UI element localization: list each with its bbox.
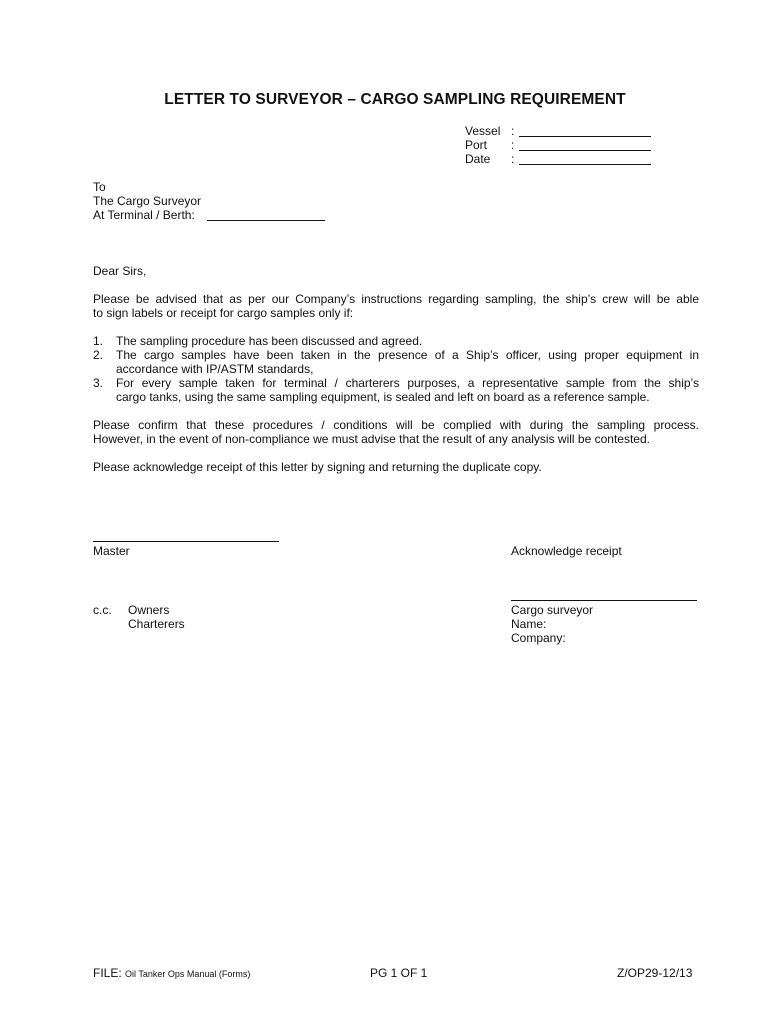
master-signature-line[interactable] (93, 541, 279, 542)
vessel-field[interactable] (519, 123, 651, 137)
acknowledge-paragraph: Please acknowledge receipt of this letter by signing and returning the duplicate copy. (93, 460, 542, 474)
footer-file-name: Oil Tanker Ops Manual (Forms) (125, 969, 251, 979)
list-item-text: cargo tanks, using the same sampling equipment, is sealed and left on board as a reference sample. (116, 390, 650, 404)
surveyor-company-label: Company: (511, 631, 566, 645)
list-item-number: 1. (93, 334, 104, 348)
address-recipient: The Cargo Surveyor (93, 194, 202, 208)
footer-form-code: Z/OP29-12/13 (617, 966, 693, 980)
list-item-text: For every sample taken for terminal / charterers purposes, a representative sample from the ship’s (116, 376, 699, 390)
terminal-berth-field[interactable] (207, 207, 325, 221)
list-item (116, 334, 699, 348)
port-label: Port (465, 138, 488, 152)
master-label: Master (93, 544, 130, 558)
list-item-number: 3. (93, 376, 104, 390)
cc-owners: Owners (128, 603, 170, 617)
list-item-text: accordance with IP/ASTM standards, (116, 362, 314, 376)
intro-paragraph (93, 292, 699, 320)
vessel-colon: : (511, 124, 515, 138)
port-colon: : (511, 138, 515, 152)
salutation: Dear Sirs, (93, 264, 147, 278)
footer-file-label: FILE: (93, 966, 122, 980)
page-title: LETTER TO SURVEYOR – CARGO SAMPLING REQUIREMENT (164, 91, 626, 108)
footer-page-number: PG 1 OF 1 (370, 966, 428, 980)
date-label: Date (465, 152, 491, 166)
intro-line: Please be advised that as per our Company’s instructions regarding sampling, the ship’s crew will be able (93, 292, 699, 306)
acknowledge-receipt-label: Acknowledge receipt (511, 544, 622, 558)
date-field[interactable] (519, 151, 651, 165)
port-field[interactable] (519, 137, 651, 151)
vessel-label: Vessel (465, 124, 501, 138)
surveyor-signature-line[interactable] (511, 600, 697, 601)
cc-label: c.c. (93, 603, 112, 617)
terminal-berth-label: At Terminal / Berth: (93, 208, 195, 222)
footer-file (93, 966, 250, 980)
list-item (116, 348, 699, 376)
list-item-number: 2. (93, 348, 104, 362)
list-item-text: The sampling procedure has been discussed and agreed. (116, 334, 423, 348)
cargo-surveyor-label: Cargo surveyor (511, 603, 594, 617)
cc-charterers: Charterers (128, 617, 185, 631)
list-item-text: The cargo samples have been taken in the presence of a Ship’s officer, using proper equipment in (116, 348, 699, 362)
confirm-paragraph (93, 418, 699, 446)
list-item (116, 376, 699, 404)
address-to: To (93, 180, 106, 194)
confirm-line: However, in the event of non-compliance we must advise that the result of any analysis will be contested. (93, 432, 650, 446)
surveyor-name-label: Name: (511, 617, 547, 631)
intro-line: to sign labels or receipt for cargo samples only if: (93, 306, 354, 320)
confirm-line: Please confirm that these procedures / conditions will be complied with during the sampling process. (93, 418, 699, 432)
date-colon: : (511, 152, 515, 166)
